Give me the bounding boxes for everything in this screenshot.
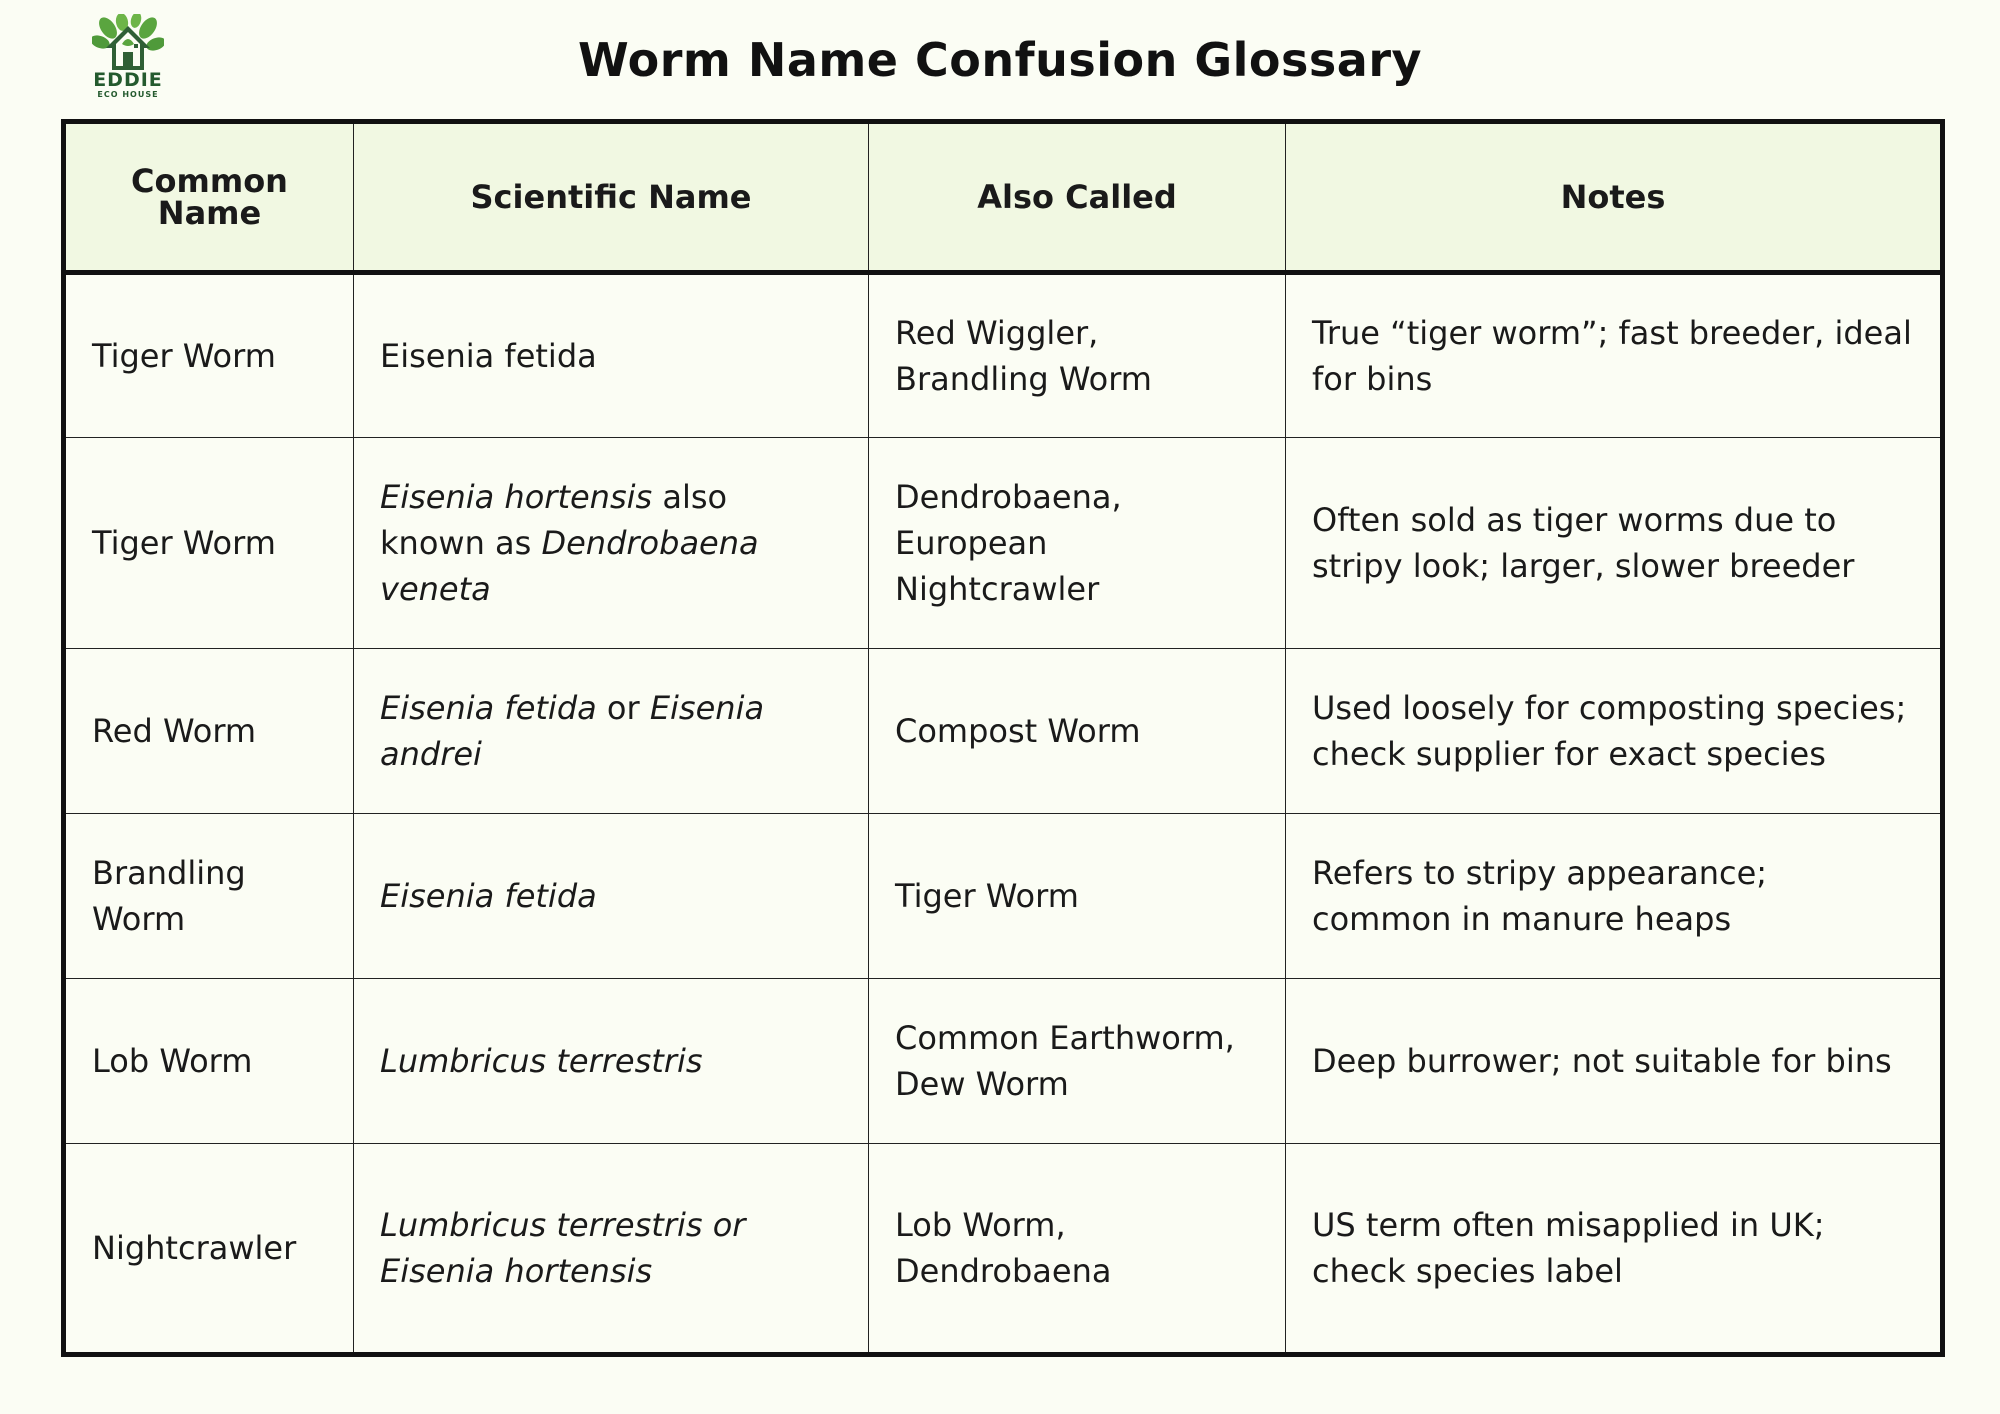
cell-notes: Refers to stripy appearance; common in manure heaps [1286, 814, 1943, 979]
glossary-table [61, 119, 1945, 1357]
scientific-name-text: Lumbricus terrestris [380, 1042, 703, 1080]
cell-scientific-name [354, 1144, 869, 1355]
table-row [64, 649, 1943, 814]
cell-scientific-name [354, 979, 869, 1144]
cell-common-name: Tiger Worm [64, 273, 354, 438]
cell-also-called: Common Earthworm, Dew Worm [869, 979, 1286, 1144]
cell-also-called: Lob Worm, Dendrobaena [869, 1144, 1286, 1355]
scientific-name-text: Lumbricus terrestris or Eisenia hortensis [380, 1206, 746, 1290]
header-also-called: Also Called [869, 122, 1286, 273]
logo-brand: EDDIE [93, 69, 163, 91]
cell-notes: Used loosely for composting species; check supplier for exact species [1286, 649, 1943, 814]
table-row [64, 814, 1943, 979]
table-row [64, 979, 1943, 1144]
logo-subtitle: ECO HOUSE [97, 90, 159, 99]
cell-common-name: Tiger Worm [64, 438, 354, 649]
header-scientific-name: Scientific Name [354, 122, 869, 273]
cell-also-called: Red Wiggler, Brandling Worm [869, 273, 1286, 438]
header-notes: Notes [1286, 122, 1943, 273]
scientific-name-text: Eisenia fetida [380, 877, 597, 915]
cell-scientific-name [354, 273, 869, 438]
header-common-name: Common Name [64, 122, 354, 273]
scientific-name-connector: or [596, 689, 650, 727]
cell-notes: US term often misapplied in UK; check species label [1286, 1144, 1943, 1355]
scientific-name-text: Eisenia andrei [380, 689, 765, 773]
cell-notes: Deep burrower; not suitable for bins [1286, 979, 1943, 1144]
scientific-name-connector: also known as [380, 478, 728, 562]
table-row [64, 273, 1943, 438]
cell-also-called: Dendrobaena, European Nightcrawler [869, 438, 1286, 649]
cell-common-name: Brandling Worm [64, 814, 354, 979]
scientific-name-text: Dendrobaena veneta [380, 524, 759, 608]
cell-common-name: Red Worm [64, 649, 354, 814]
table-header-row [64, 122, 1943, 273]
cell-scientific-name [354, 649, 869, 814]
scientific-name-text: Eisenia fetida [380, 689, 597, 727]
cell-scientific-name [354, 814, 869, 979]
cell-notes: Often sold as tiger worms due to stripy look; larger, slower breeder [1286, 438, 1943, 649]
cell-common-name: Lob Worm [64, 979, 354, 1144]
cell-common-name: Nightcrawler [64, 1144, 354, 1355]
cell-notes: True “tiger worm”; fast breeder, ideal for bins [1286, 273, 1943, 438]
page-title: Worm Name Confusion Glossary [578, 33, 1422, 87]
table-row [64, 1144, 1943, 1355]
table-row [64, 438, 1943, 649]
scientific-name-text: Eisenia hortensis [380, 478, 653, 516]
cell-scientific-name [354, 438, 869, 649]
cell-also-called: Compost Worm [869, 649, 1286, 814]
scientific-name-text: Eisenia fetida [380, 337, 597, 375]
cell-also-called: Tiger Worm [869, 814, 1286, 979]
